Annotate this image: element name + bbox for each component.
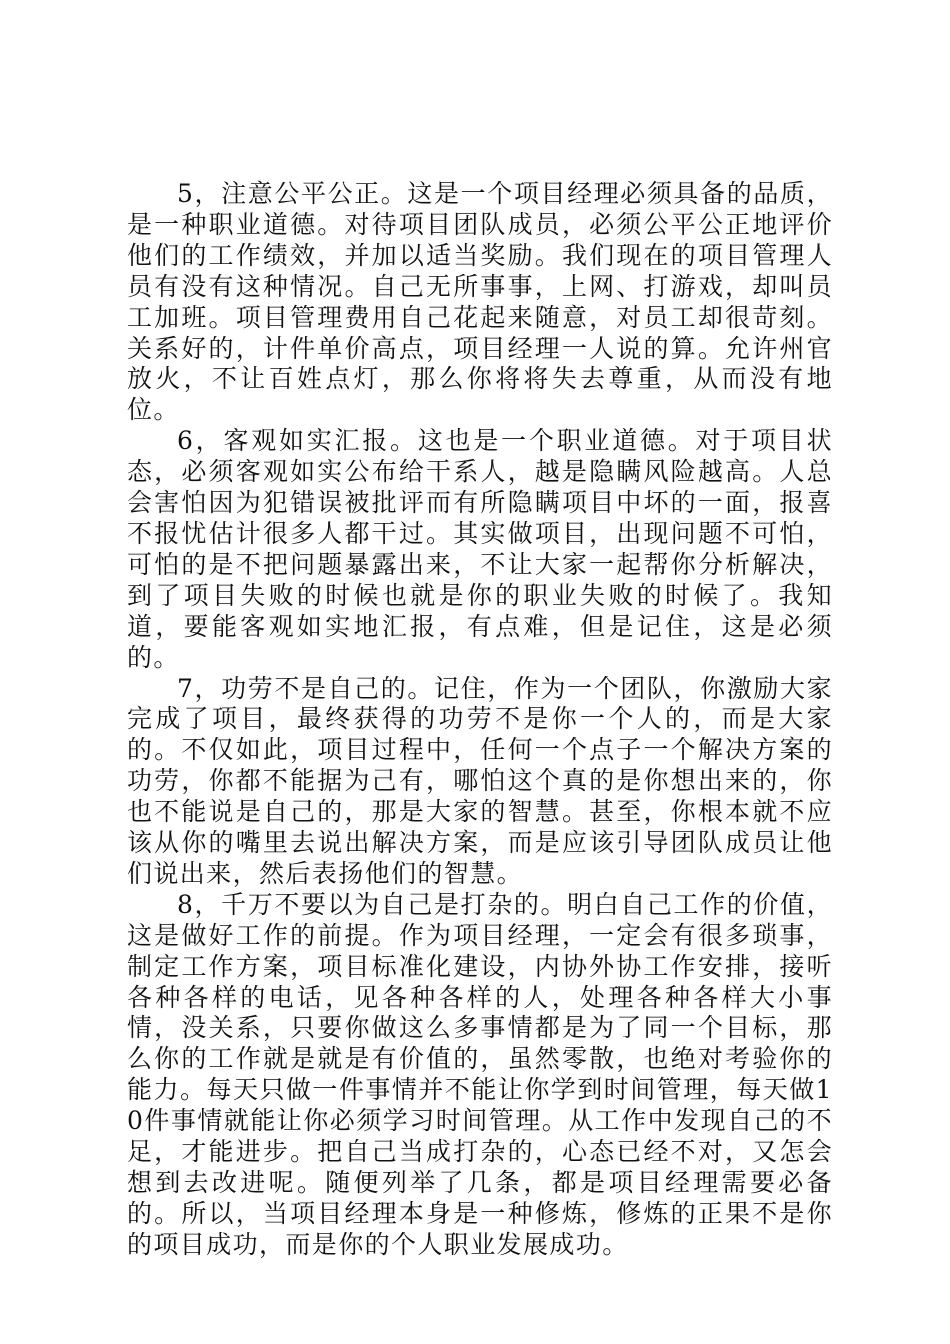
document-body bbox=[127, 179, 833, 1261]
paragraph-item-8: 8，千万不要以为自己是打杂的。明白自己工作的价值，这是做好工作的前提。作为项目经理，一定会有很多琐事，制定工作方案，项目标准化建设，内协外协工作安排，接听各种各样的电话，见各种各样的人，处理各种各样大小事情，没关系，只要你做这么多事情都是为了同一个目标，那么你的工作就是就是有价值的，虽然零散，也绝对考验你的能力。每天只做一件事情并不能让你学到时间管理，每天做10件事情就能让你必须学习时间管理。从工作中发现自己的不足，才能进步。把自己当成打杂的，心态已经不对，又怎会想到去改进呢。随便列举了几条，都是项目经理需要必备的。所以，当项目经理本身是一种修炼，修炼的正果不是你的项目成功，而是你的个人职业发展成功。 bbox=[127, 889, 833, 1259]
paragraph-item-5: 5，注意公平公正。这是一个项目经理必须具备的品质，是一种职业道德。对待项目团队成员，必须公平公正地评价他们的工作绩效，并加以适当奖励。我们现在的项目管理人员有没有这种情况。自己无所事事，上网、打游戏，却叫员工加班。项目管理费用自己花起来随意，对员工却很苛刻。关系好的，计件单价高点，项目经理一人说的算。允许州官放火，不让百姓点灯，那么你将将失去尊重，从而没有地位。 bbox=[127, 179, 833, 425]
paragraph-item-7: 7，功劳不是自己的。记住，作为一个团队，你激励大家完成了项目，最终获得的功劳不是你一个人的，而是大家的。不仅如此，项目过程中，任何一个点子一个解决方案的功劳，你都不能据为己有，哪怕这个真的是你想出来的，你也不能说是自己的，那是大家的智慧。甚至，你根本就不应该从你的嘴里去说出解决方案，而是应该引导团队成员让他们说出来，然后表扬他们的智慧。 bbox=[127, 673, 833, 888]
paragraph-item-6: 6，客观如实汇报。这也是一个职业道德。对于项目状态，必须客观如实公布给干系人，越是隐瞒风险越高。人总会害怕因为犯错误被批评而有所隐瞒项目中坏的一面，报喜不报忧估计很多人都干过。其实做项目，出现问题不可怕，可怕的是不把问题暴露出来，不让大家一起帮你分析解决，到了项目失败的时候也就是你的职业失败的时候了。我知道，要能客观如实地汇报，有点难，但是记住，这是必须的。 bbox=[127, 426, 833, 672]
